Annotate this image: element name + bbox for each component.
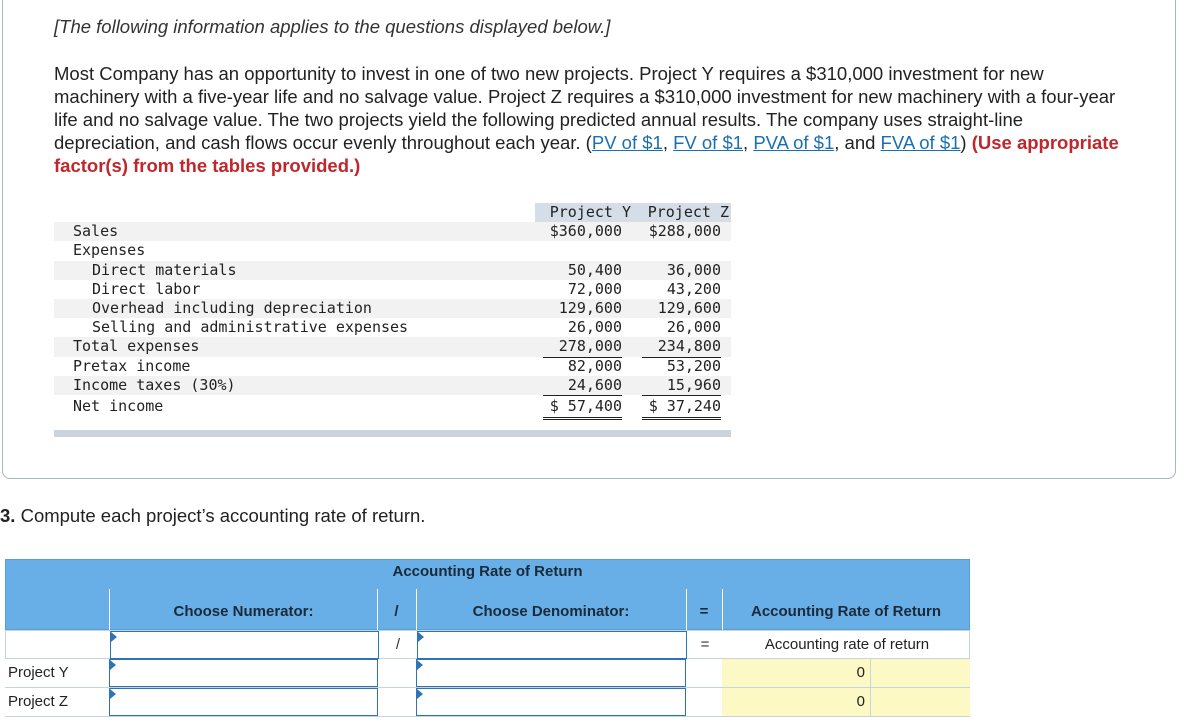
value-z: 234,800 bbox=[642, 337, 721, 357]
denominator-input[interactable] bbox=[416, 659, 686, 687]
sep: , bbox=[662, 132, 674, 153]
equals-header: = bbox=[699, 603, 709, 620]
numerator-input[interactable] bbox=[109, 688, 378, 716]
denominator-label-input[interactable] bbox=[417, 631, 687, 659]
result-value: 0 bbox=[856, 693, 865, 710]
arr-row-project-z bbox=[5, 688, 970, 717]
value-y: $ 57,400 bbox=[543, 395, 622, 420]
row-label: Selling and administrative expenses bbox=[92, 318, 409, 337]
header-row bbox=[54, 203, 731, 222]
value-y: 50,400 bbox=[567, 260, 622, 279]
divider bbox=[870, 659, 871, 687]
link-pv[interactable]: PV of $1 bbox=[591, 132, 663, 153]
value-y: 72,000 bbox=[567, 279, 622, 298]
fin-row bbox=[54, 280, 731, 299]
sep: , and bbox=[834, 132, 881, 153]
numerator-label-input[interactable] bbox=[110, 631, 379, 659]
link-fva[interactable]: FVA of $1 bbox=[880, 132, 961, 153]
intro-note: [The following information applies to the questions displayed below.] bbox=[54, 16, 611, 37]
divide-header: / bbox=[394, 603, 399, 620]
divider bbox=[870, 688, 871, 716]
value-y: 278,000 bbox=[543, 337, 622, 357]
row-label: Direct labor bbox=[92, 279, 201, 298]
fin-row bbox=[54, 241, 731, 260]
value-y: 24,600 bbox=[543, 376, 622, 396]
row-label: Project Y bbox=[8, 664, 69, 681]
fin-row bbox=[54, 299, 731, 318]
value-y: 82,000 bbox=[567, 356, 622, 375]
dropdown-marker-icon bbox=[110, 689, 116, 699]
problem-paragraph bbox=[54, 62, 1129, 177]
table-footer-bar bbox=[54, 430, 731, 437]
result-sublabel: Accounting rate of return bbox=[764, 636, 930, 653]
dropdown-marker-icon bbox=[417, 660, 423, 670]
value-z: 26,000 bbox=[642, 318, 721, 338]
fin-row bbox=[54, 222, 731, 241]
dropdown-marker-icon bbox=[111, 632, 117, 642]
question-number: 3. bbox=[0, 505, 16, 526]
value-z: 36,000 bbox=[666, 260, 721, 279]
dropdown-marker-icon bbox=[417, 689, 423, 699]
fin-row bbox=[54, 337, 731, 356]
fin-row bbox=[54, 357, 731, 376]
value-z: $ 37,240 bbox=[642, 395, 721, 420]
col-header-y: Project Y bbox=[549, 203, 631, 221]
value-y: 129,600 bbox=[558, 298, 622, 317]
question-3 bbox=[0, 505, 425, 527]
fin-row bbox=[54, 318, 731, 337]
denominator-input[interactable] bbox=[416, 688, 686, 716]
question-text: Compute each project’s accounting rate of return. bbox=[15, 505, 426, 526]
row-label: Sales bbox=[73, 222, 119, 241]
fin-row bbox=[54, 376, 731, 395]
sep: ) bbox=[960, 132, 972, 153]
value-z: $288,000 bbox=[648, 222, 721, 241]
col-header-z: Project Z bbox=[647, 203, 729, 221]
link-fv[interactable]: FV of $1 bbox=[673, 132, 744, 153]
divide-sign: / bbox=[395, 636, 401, 653]
row-label: Project Z bbox=[8, 693, 69, 710]
sep: , bbox=[743, 132, 754, 153]
denominator-header: Choose Denominator: bbox=[472, 603, 630, 620]
row-label: Total expenses bbox=[73, 337, 200, 356]
row-label: Overhead including depreciation bbox=[92, 298, 372, 317]
instruction-text: (Use appropriate factor(s) from the tables provided.) bbox=[54, 132, 1119, 176]
value-z: 129,600 bbox=[657, 298, 721, 317]
link-pva[interactable]: PVA of $1 bbox=[753, 132, 835, 153]
financial-table bbox=[54, 203, 731, 419]
dropdown-marker-icon bbox=[418, 632, 424, 642]
value-z: 43,200 bbox=[666, 279, 721, 298]
worksheet-title: Accounting Rate of Return bbox=[392, 563, 583, 580]
arr-row-project-y bbox=[5, 659, 970, 688]
fin-row bbox=[54, 261, 731, 280]
equals-sign: = bbox=[700, 636, 710, 653]
value-z: 53,200 bbox=[666, 356, 721, 375]
value-z: 15,960 bbox=[642, 376, 721, 396]
result-value: 0 bbox=[856, 664, 865, 681]
result-header: Accounting Rate of Return bbox=[751, 603, 941, 620]
row-label: Net income bbox=[73, 396, 164, 415]
value-y: 26,000 bbox=[543, 318, 622, 338]
numerator-input[interactable] bbox=[109, 659, 378, 687]
fin-row bbox=[54, 395, 731, 419]
value-y: $360,000 bbox=[549, 222, 622, 241]
row-label: Pretax income bbox=[73, 356, 191, 375]
row-label: Direct materials bbox=[92, 260, 237, 279]
paragraph-text: Most Company has an opportunity to invest in one of two new projects. Project Y requires a $310,000 investment for new machinery with a five-year life and no salvage value. Project Z requires a $310,000 investment for new machinery with a four-year life and no salvage value. The two projects yield the following predicted annual results. The company uses straight-line depreciation, and cash flows occur evenly throughout each year. ( bbox=[54, 63, 1116, 153]
subheader-row bbox=[5, 630, 970, 659]
row-label: Expenses bbox=[73, 241, 146, 260]
arr-worksheet bbox=[5, 559, 970, 718]
numerator-header: Choose Numerator: bbox=[173, 603, 314, 620]
dropdown-marker-icon bbox=[110, 660, 116, 670]
row-label: Income taxes (30%) bbox=[73, 375, 236, 394]
